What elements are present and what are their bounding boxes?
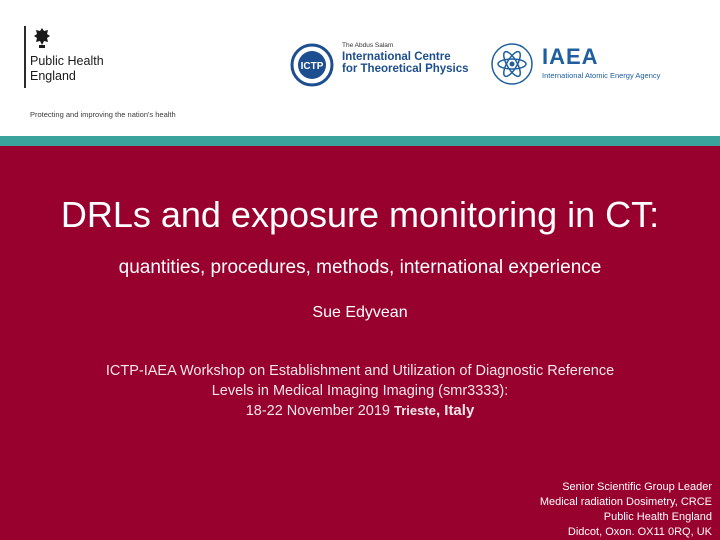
ictp-logo: [288, 40, 478, 90]
workshop-info: [0, 361, 720, 421]
phe-name-line2: England: [30, 69, 76, 83]
author-name: Sue Edyvean: [312, 304, 408, 321]
workshop-city: Trieste: [394, 403, 436, 418]
workshop-line3: [0, 401, 720, 421]
affiliation-line4: Didcot, Oxon. OX11 0RQ, UK: [567, 526, 712, 538]
accent-bar: [0, 136, 720, 146]
iaea-subtitle: International Atomic Energy Agency: [542, 71, 661, 80]
affiliation-line1: Senior Scientific Group Leader: [562, 481, 712, 493]
header-logos: [0, 0, 720, 136]
phe-name-line1: Public Health: [30, 54, 104, 68]
iaea-name: IAEA: [542, 44, 599, 69]
affiliation-line3: Public Health England: [603, 511, 712, 523]
ictp-small-label: The Abdus Salam: [342, 42, 394, 49]
ictp-emblem-icon: [288, 43, 336, 87]
phe-name: [30, 54, 150, 84]
affiliation-line2: Medical radiation Dosimetry, CRCE: [539, 496, 712, 508]
workshop-line2: Levels in Medical Imaging Imaging (smr3333):: [211, 383, 509, 399]
workshop-line1: ICTP-IAEA Workshop on Establishment and Utilization of Diagnostic Reference: [105, 363, 615, 379]
author-affiliation: [540, 480, 712, 540]
royal-crest-icon: [30, 26, 54, 50]
ictp-abbr: ICTP: [300, 61, 324, 72]
workshop-dates: 18-22 November 2019: [245, 403, 395, 419]
ictp-name-line1: International Centre: [342, 51, 451, 63]
ictp-name-line2: for Theoretical Physics: [342, 63, 469, 75]
phe-tagline: Protecting and improving the nation's health: [30, 110, 176, 119]
phe-divider: [24, 26, 26, 88]
slide-title: DRLs and exposure monitoring in CT:: [60, 194, 660, 235]
atom-icon: [490, 42, 534, 86]
iaea-logo: [490, 40, 710, 90]
workshop-country: , Italy: [435, 402, 475, 419]
slide-subtitle: quantities, procedures, methods, international experience: [118, 257, 602, 278]
title-slide-body: [0, 146, 720, 540]
ictp-full-name: [342, 51, 469, 75]
